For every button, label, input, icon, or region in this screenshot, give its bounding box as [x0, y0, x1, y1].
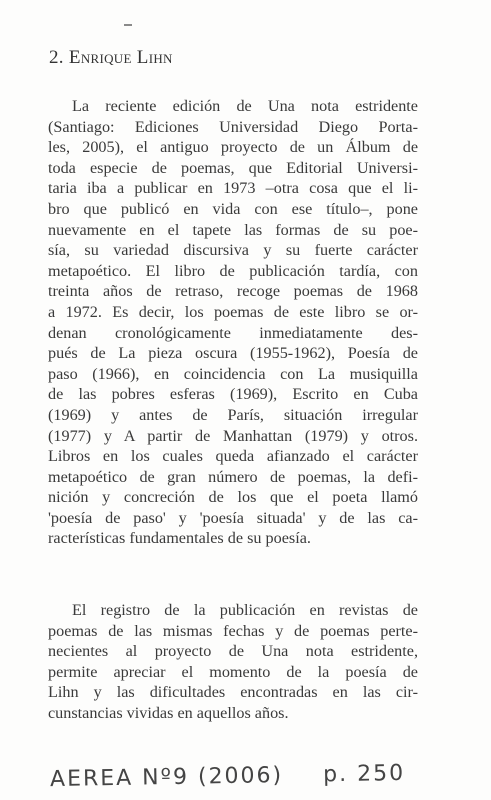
text-line: nición y concreción de los que el poeta llamó: [48, 488, 418, 507]
text-line: 'poesía de paso' y 'poesía situada' y de las ca-: [48, 508, 418, 527]
text-line: (1977) y A partir de Manhattan (1979) y otros.: [48, 426, 418, 445]
text-line: metapoético de gran número de poemas, la defi-: [48, 467, 418, 486]
text-line: nuevamente en el tapete las formas de su poe-: [48, 220, 418, 239]
text-line: pués de La pieza oscura (1955-1962), Poesía de: [48, 344, 418, 363]
text-line: racterísticas fundamentales de su poesía.: [48, 529, 311, 548]
text-line: (Santiago: Ediciones Universidad Diego Porta-: [48, 117, 418, 136]
text-line: metapoético. El libro de publicación tardía, con: [48, 261, 418, 280]
text-line: (1969) y antes de París, situación irregular: [48, 405, 418, 424]
text-line: bro que publicó en vida con ese título–, pone: [48, 199, 418, 218]
text-line: de las pobres esferas (1969), Escrito en Cuba: [48, 385, 418, 404]
page-mark: [124, 24, 132, 26]
handwritten-page: p. 250: [322, 760, 406, 788]
text-line: taria iba a publicar en 1973 –otra cosa que el li-: [48, 179, 418, 198]
text-line: les, 2005), el antiguo proyecto de un Álbum de: [48, 138, 418, 157]
text-line: treinta años de retraso, recoge poemas de 1968: [48, 282, 418, 301]
text-line: paso (1966), en coincidencia con La musiquilla: [48, 364, 418, 383]
text-line: cunstancias vividas en aquellos años.: [48, 703, 289, 722]
author-name: Enrique Lihn: [68, 47, 173, 68]
text-line: Lihn y las dificultades encontradas en las cir-: [48, 683, 418, 702]
text-line: sía, su variedad discursiva y su fuerte carácter: [48, 241, 418, 260]
handwritten-note: [50, 761, 405, 792]
section-heading: [49, 47, 173, 69]
text-line: toda especie de poemas, que Editorial Universi-: [48, 158, 418, 177]
handwritten-source: AEREA Nº9 (2006): [49, 763, 284, 793]
text-line: permite apreciar el momento de la poesía de: [48, 662, 418, 681]
paragraph-2: [48, 600, 418, 724]
text-line: El registro de la publicación en revistas de: [72, 601, 418, 619]
text-line: necientes al proyecto de Una nota estridente,: [48, 642, 418, 661]
section-number: 2.: [49, 47, 64, 68]
text-line: Libros en los cuales queda afianzado el carácter: [48, 447, 418, 466]
text-line: a 1972. Es decir, los poemas de este libro se or-: [48, 302, 418, 321]
paragraph-1: [48, 96, 418, 549]
text-line: La reciente edición de Una nota estridente: [72, 97, 418, 115]
text-line: poemas de las mismas fechas y de poemas perte-: [48, 621, 418, 640]
text-line: denan cronológicamente inmediatamente des-: [48, 323, 418, 342]
